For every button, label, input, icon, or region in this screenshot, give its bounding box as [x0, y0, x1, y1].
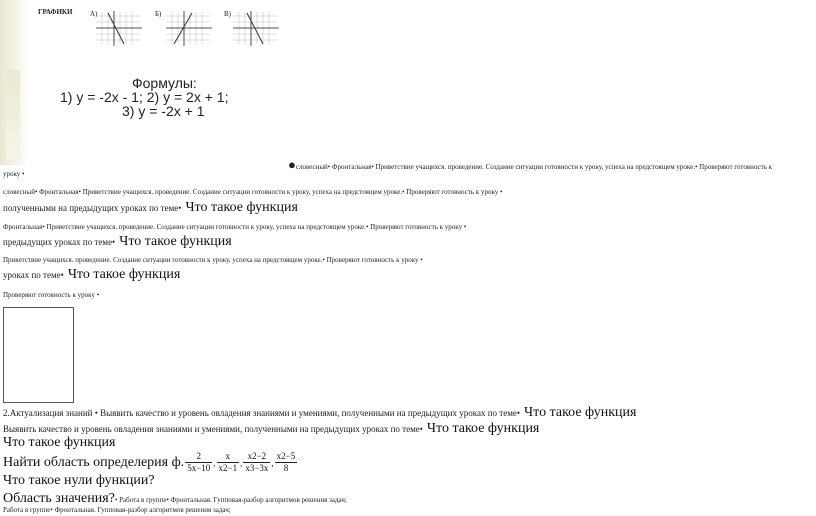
text-line-9-small: 2.Актуализация знаний • Выявить качество и уровень овладения знаниями и умениями, полученными на предыдущих уроках по теме• — [3, 408, 521, 418]
text-line-15: Работа в группе• Фронтальная. Гупповая-разбор алгоритмов решения задач; — [3, 506, 231, 514]
domain-task-text: Найти область определерия ф. — [3, 455, 185, 471]
text-line-7-big: Что такое функция — [67, 267, 181, 282]
fraction-4-num: x2−5 — [276, 451, 296, 461]
text-line-6: Приветствие учащихся. проведение. Создание ситуации готовности к уроку, успеха на предстоящем уроке.• Проверяют готовность к уроку • — [3, 256, 423, 264]
text-line-4: Фронтальная• Приветствие учащихся. проведение. Создание ситуации готовности к уроку, успеха на предстоящем уроке.• Проверяют готовность к уроку • — [3, 223, 467, 231]
fraction-1-den: 5x−10 — [187, 463, 211, 473]
domain-task-line: Найти область определерия ф. $\frac{2}{5x-10}$ , $\frac{x}{x2-1}$ , $\frac{x2-2}{x3-3x}$ , $\frac{x2-5}{8}$ — [3, 451, 296, 473]
text-line-3 — [3, 198, 298, 216]
decorative-side-strip-inner — [6, 70, 20, 160]
graph-b — [166, 10, 214, 46]
text-line-1 — [288, 157, 772, 173]
text-line-7-small: уроках по теме• — [3, 270, 64, 280]
slide-title: ГРАФИКИ — [38, 8, 73, 16]
fraction-1 — [185, 451, 212, 474]
text-line-11: Что такое функция — [3, 435, 116, 450]
fraction-3 — [243, 451, 270, 474]
text-line-14-small: • Работа в группе• Фронтальная. Гупповая-разбор алгоритмов решения задач; — [114, 496, 347, 504]
fraction-2 — [217, 451, 240, 474]
text-line-1b: уроку • — [3, 170, 25, 178]
fraction-3-num: x2−2 — [243, 451, 270, 463]
graph-label-b: Б) — [155, 10, 162, 18]
graph-c — [233, 10, 281, 46]
image-placeholder-frame — [3, 307, 74, 403]
text-line-5-big: Что такое функция — [119, 234, 232, 249]
text-line-10-big: Что такое функция — [426, 421, 540, 436]
graph-label-a: A) — [90, 10, 98, 18]
fraction-2-den: x2−1 — [218, 463, 238, 473]
text-line-8: Проверяют готовность к уроку • — [3, 291, 100, 299]
text-line-14-big: Область значения? — [3, 491, 115, 506]
text-line-2: словесный• Фронтальная• Приветствие учащихся. проведение. Создание ситуации готовности к уроку, успеха на предстоящем уроке.• Проверяют готовность к уроку • — [3, 188, 503, 196]
text-line-10-small: Выявить качество и уровень овладения знаниями и умениями, полученными на предыдущих уроках по теме• — [3, 424, 423, 434]
formulas-heading: Формулы: — [132, 75, 197, 91]
text-line-5 — [3, 232, 232, 250]
text-line-5-small: предыдущих уроках по теме• — [3, 237, 116, 247]
text-line-7 — [3, 265, 180, 283]
bullet-icon: ● — [288, 157, 296, 172]
graph-a — [96, 10, 144, 46]
text-line-3-big: Что такое функция — [185, 200, 298, 215]
formulas-line-1: 1) y = -2x - 1; 2) y = 2x + 1; — [60, 89, 229, 105]
fraction-3-den: x3−3x — [245, 463, 269, 473]
formulas-line-2: 3) y = -2x + 1 — [122, 103, 205, 119]
fraction-2-num: x — [217, 451, 240, 463]
graph-label-c: В) — [224, 10, 231, 18]
text-line-3-small: полученными на предыдущих уроках по теме• — [3, 203, 182, 213]
text-line-1-content: словесный• Фронтальная• Приветствие учащихся. проведение. Создание ситуации готовности к уроку, успеха на предстоящем уроке.• Проверяют готовность к — [295, 163, 773, 171]
text-line-13: Что такое нули функции? — [3, 473, 155, 488]
fraction-4 — [275, 451, 298, 474]
fraction-4-den: 8 — [283, 463, 289, 473]
text-line-9-big: Что такое функция — [524, 405, 637, 420]
text-line-14 — [3, 489, 347, 507]
fraction-1-num: 2 — [185, 451, 212, 463]
